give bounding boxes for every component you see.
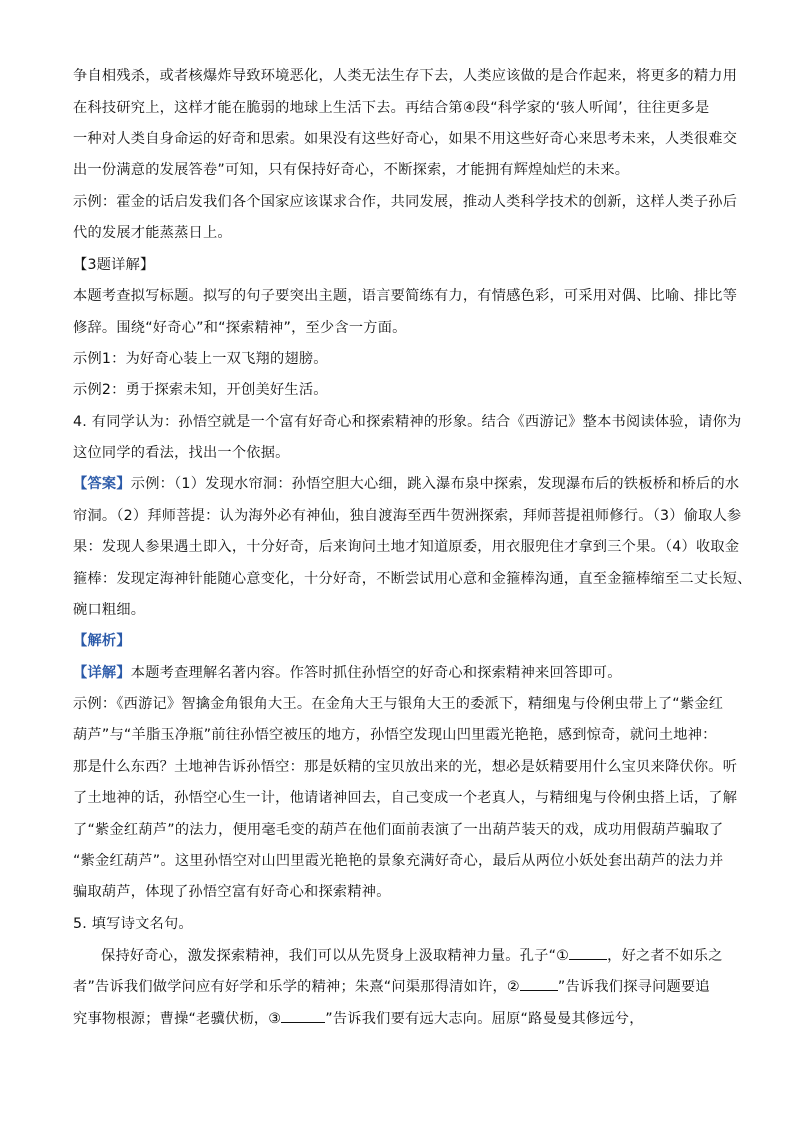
detail-line: 骗取葫芦，体现了孙悟空富有好奇心和探索精神。 <box>73 884 391 900</box>
text-line: 争自相残杀，或者核爆炸导致环境恶化，人类无法生存下去，人类应该做的是合作起来，将更多的精力用 <box>73 68 738 84</box>
answer-text: 示例：（1）发现水帘洞：孙悟空胆大心细，跳入瀑布泉中探索，发现瀑布后的铁板桥和桥后的水 <box>130 476 740 492</box>
detail-line: “紫金红葫芦”。这里孙悟空对山凹里霞光艳艳的景象充满好奇心，最后从两位小妖处套出葫芦的法力并 <box>73 853 724 869</box>
answer-line: 碗口粗细。 <box>73 602 146 618</box>
answer-line: 帘洞。（2）拜师菩提：认为海外必有神仙，独自渡海至西牛贺洲探索，拜师菩提祖师修行。（3）偷取人参 <box>73 508 742 524</box>
fill-in-line <box>101 945 723 966</box>
text-line: 出一份满意的发展答卷”可知，只有保持好奇心，不断探索，才能拥有辉煌灿烂的未来。 <box>73 162 630 178</box>
example-line: 示例：霍金的话启发我们各个国家应该谋求合作，共同发展，推动人类科学技术的创新，这样人类子孙后 <box>73 194 738 210</box>
answer-tag: 【答案】 <box>73 476 131 492</box>
example-line: 示例1：为好奇心装上一双飞翔的翅膀。 <box>73 351 328 367</box>
text-line: 一种对人类自身命运的好奇和思索。如果没有这些好奇心，如果不用这些好奇心来思考未来，人类很难交 <box>73 131 738 147</box>
answer-blank-1[interactable] <box>569 945 607 960</box>
question-5-title: 5. 填写诗文名句。 <box>73 916 193 932</box>
fill-in-text: 者”告诉我们做学问应有好学和乐学的精神；朱熹“问渠那得清如许，② <box>73 979 520 995</box>
answer-line: 果：发现人参果遇土即入，十分好奇，后来询问土地才知道原委，用衣服兜住才拿到三个果。（4）收取金 <box>73 539 740 555</box>
fill-in-text: ”告诉我们探寻问题要追 <box>557 979 710 995</box>
fill-in-text: ”告诉我们要有远大志向。屈原“路曼曼其修远兮， <box>325 1011 644 1027</box>
question-4: 4. 有同学认为：孙悟空就是一个富有好奇心和探索精神的形象。结合《西游记》整本书阅读体验，请你为 <box>73 414 742 430</box>
detail-line: 示例：《西游记》智擒金角银角大王。在金角大王与银角大王的委派下，精细鬼与伶俐虫带上了“紫金红 <box>73 696 724 712</box>
detail-line: 了“紫金红葫芦”的法力，便用毫毛变的葫芦在他们面前表演了一出葫芦装天的戏，成功用假葫芦骗取了 <box>73 822 724 838</box>
answer-blank-3[interactable] <box>281 1008 325 1023</box>
text-line: 修辞。围绕“好奇心”和“探索精神”，至少含一方面。 <box>73 320 407 336</box>
example-line: 示例2：勇于探索未知，开创美好生活。 <box>73 382 328 398</box>
detail-line: 葫芦”与“羊脂玉净瓶”前往孙悟空被压的地方，孙悟空发现山凹里霞光艳艳，感到惊奇，就问土地神： <box>73 727 717 743</box>
fill-in-line <box>73 1008 644 1029</box>
section-heading-q3: 【3题详解】 <box>73 257 155 273</box>
example-line: 代的发展才能蒸蒸日上。 <box>73 225 232 241</box>
answer-line <box>73 474 739 494</box>
analysis-tag: 【解析】 <box>73 633 131 649</box>
answer-blank-2[interactable] <box>520 976 558 991</box>
detail-tag: 【详解】 <box>73 665 131 681</box>
fill-in-text: ，好之者不如乐之 <box>607 948 723 964</box>
detail-line: 那是什么东西？土地神告诉孙悟空：那是妖精的宝贝放出来的光，想必是妖精要用什么宝贝来降伏你。听 <box>73 759 738 775</box>
answer-line: 箍棒：发现定海神针能随心意变化，十分好奇，不断尝试用心意和金箍棒沟通，直至金箍棒缩至二丈长短、 <box>73 571 752 587</box>
text-line: 本题考查拟写标题。拟写的句子要突出主题，语言要简练有力，有情感色彩，可采用对偶、比喻、排比等 <box>73 288 738 304</box>
fill-in-text: 保持好奇心，激发探索精神，我们可以从先贤身上汲取精神力量。孔子“① <box>101 948 570 964</box>
text-line: 在科技研究上，这样才能在脆弱的地球上生活下去。再结合第④段“科学家的‘骇人听闻’，往往更多是 <box>73 100 710 116</box>
fill-in-line <box>73 976 710 997</box>
detail-text: 本题考查理解名著内容。作答时抓住孙悟空的好奇心和探索精神来回答即可。 <box>130 665 622 681</box>
detail-line: 了土地神的话，孙悟空心生一计，他请诸神回去，自己变成一个老真人，与精细鬼与伶俐虫搭上话，了解 <box>73 790 738 806</box>
question-4-cont: 这位同学的看法，找出一个依据。 <box>73 445 290 461</box>
fill-in-text: 究事物根源；曹操“老骥伏枥，③ <box>73 1011 282 1027</box>
detail-line <box>73 663 622 683</box>
